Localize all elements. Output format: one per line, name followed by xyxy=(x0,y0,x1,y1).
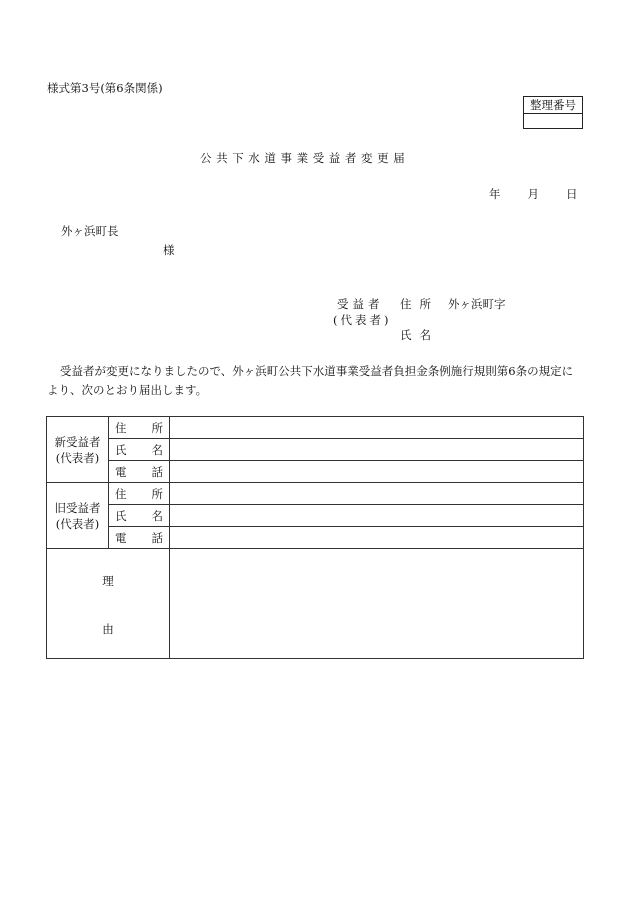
reason-label-char: 由 xyxy=(102,622,114,636)
new-name-label: 氏 名 xyxy=(109,439,170,461)
new-recipient-label: 新受益者 xyxy=(54,434,101,449)
old-name-field[interactable] xyxy=(170,505,584,527)
old-phone-label: 電 話 xyxy=(109,527,170,549)
document-title: 公共下水道事業受益者変更届 xyxy=(200,151,410,165)
date-row xyxy=(489,186,578,202)
body-text: 受益者が変更になりましたので、外ヶ浜町公共下水道事業受益者負担金条例施行規則第6条の規定により、次のとおり届出します。 xyxy=(47,364,574,397)
old-recipient-group xyxy=(47,483,109,549)
reference-number-label: 整理番号 xyxy=(524,97,582,114)
reference-number-box xyxy=(523,96,583,129)
new-name-field[interactable] xyxy=(170,439,584,461)
table-row xyxy=(47,461,584,483)
reason-field[interactable] xyxy=(170,549,584,659)
form-number-label: 様式第3号(第6条関係) xyxy=(47,81,163,95)
submitter-name-label: 氏名 xyxy=(400,328,439,342)
new-address-field[interactable] xyxy=(170,417,584,439)
new-recipient-group xyxy=(47,417,109,483)
addressee: 外ヶ浜町長 xyxy=(61,224,119,238)
old-phone-field[interactable] xyxy=(170,527,584,549)
submitter-address-value[interactable]: 外ヶ浜町字 xyxy=(448,297,506,311)
submitter-role-label: 受益者 xyxy=(337,297,384,311)
date-day: 日 xyxy=(566,187,578,201)
new-phone-field[interactable] xyxy=(170,461,584,483)
reason-label xyxy=(47,549,170,659)
old-address-label: 住 所 xyxy=(109,483,170,505)
submitter-address-label: 住所 xyxy=(400,297,439,311)
date-year: 年 xyxy=(489,187,501,201)
old-address-field[interactable] xyxy=(170,483,584,505)
reason-label-char: 理 xyxy=(102,574,114,588)
info-table xyxy=(46,416,584,659)
date-month: 月 xyxy=(527,187,539,201)
table-row xyxy=(47,505,584,527)
submitter-representative-label: (代表者) xyxy=(333,313,392,327)
new-address-label: 住 所 xyxy=(109,417,170,439)
old-name-label: 氏 名 xyxy=(109,505,170,527)
table-row xyxy=(47,483,584,505)
honorific: 様 xyxy=(163,243,175,257)
new-recipient-rep-label: (代表者) xyxy=(55,450,100,465)
table-row xyxy=(47,439,584,461)
new-phone-label: 電 話 xyxy=(109,461,170,483)
old-recipient-rep-label: (代表者) xyxy=(55,516,100,531)
table-row xyxy=(47,527,584,549)
table-row xyxy=(47,417,584,439)
table-row xyxy=(47,549,584,659)
old-recipient-label: 旧受益者 xyxy=(54,500,101,515)
